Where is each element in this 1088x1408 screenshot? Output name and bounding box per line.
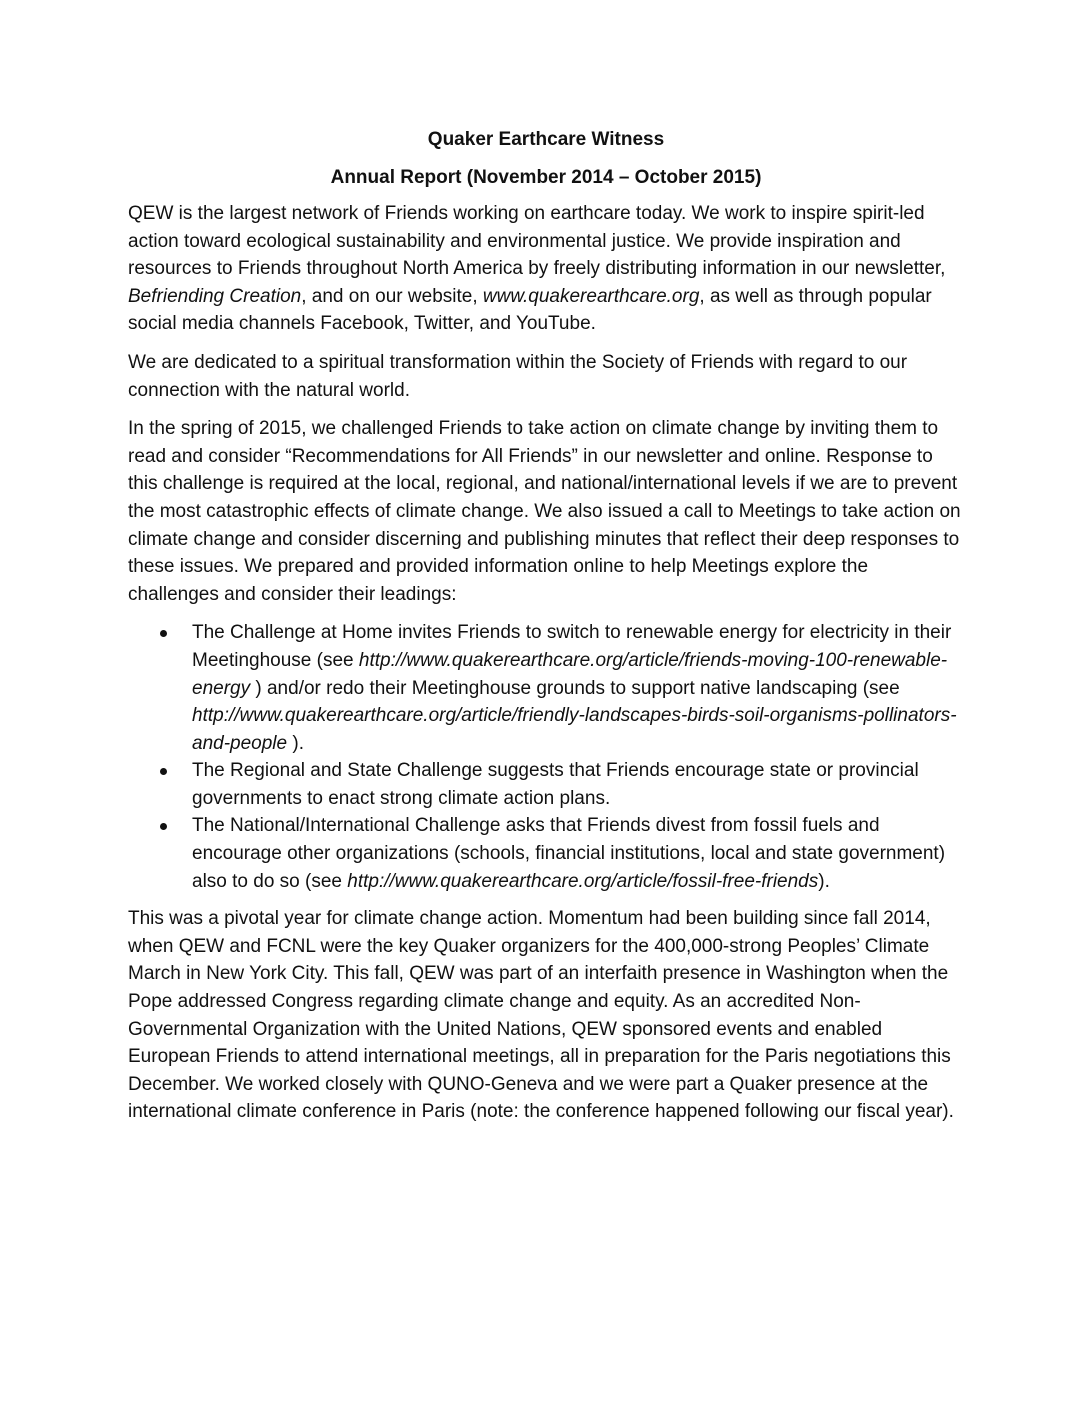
list-item-national-challenge	[128, 812, 964, 895]
document-page	[128, 126, 964, 1137]
fossil-free-link: http://www.quakerearthcare.org/article/fossil-free-friends	[347, 870, 819, 892]
home-challenge-text-a: The Challenge at Home invites Friends to switch to renewable energy for electricity in their Meetinghouse (see	[192, 622, 952, 671]
challenge-list	[128, 619, 964, 895]
list-item-regional-challenge	[128, 757, 964, 812]
list-item-home-challenge	[128, 619, 964, 757]
intro-text-c: , as well as through popular social media channels Facebook, Twitter, and YouTube.	[128, 285, 932, 335]
website-url: www.quakerearthcare.org	[482, 285, 700, 307]
home-challenge-text-c: ).	[287, 732, 304, 754]
newsletter-name: Befriending Creation	[128, 285, 302, 307]
document-subtitle: Annual Report (November 2014 – October 2015)	[330, 167, 762, 188]
bullet-icon	[160, 768, 167, 775]
intro-text-a: QEW is the largest network of Friends working on earthcare today. We work to inspire spirit-led action toward ecological sustainability and environmental justice. We provide inspiration and resources to Friends throughout North America by freely distributing information in our newsletter,	[128, 203, 946, 280]
intro-paragraph	[128, 200, 964, 338]
document-title: Quaker Earthcare Witness	[427, 129, 665, 150]
challenge-paragraph: In the spring of 2015, we challenged Friends to take action on climate change by inviting them to read and consider “Recommendations for All Friends” in our newsletter and online. Response to this challenge is required at the local, regional, and national/international levels if we are to prevent the most catastrophic effects of climate change. We also issued a call to Meetings to take action on climate change and consider discerning and publishing minutes that reflect their deep responses to these issues. We prepared and provided information online to help Meetings explore the challenges and consider their leadings:	[128, 418, 961, 605]
renewable-energy-link: http://www.quakerearthcare.org/article/friends-moving-100-renewable-energy	[192, 649, 948, 699]
national-challenge-text-a: The National/International Challenge asks that Friends divest from fossil fuels and encourage other organizations (schools, financial institutions, local and state government) also to do so (see	[192, 815, 946, 892]
national-challenge-text-b: ).	[818, 870, 830, 892]
pivotal-year-paragraph: This was a pivotal year for climate change action. Momentum had been building since fall 2014, when QEW and FCNL were the key Quaker organizers for the 400,000-strong Peoples’ Climate March in New York City. This fall, QEW was part of an interfaith presence in Washington when the Pope addressed Congress regarding climate change and equity. As an accredited Non-Governmental Organization with the United Nations, QEW sponsored events and enabled European Friends to attend international meetings, all in preparation for the Paris negotiations this December. We worked closely with QUNO-Geneva and we were part a Quaker presence at the international climate conference in Paris (note: the conference happened following our fiscal year).	[128, 908, 954, 1123]
dedication-paragraph: We are dedicated to a spiritual transformation within the Society of Friends with regard to our connection with the natural world.	[128, 351, 908, 401]
landscapes-link: http://www.quakerearthcare.org/article/friendly-landscapes-birds-soil-organisms-pollinators-and-people	[192, 705, 957, 754]
regional-challenge-text: The Regional and State Challenge suggests that Friends encourage state or provincial governments to enact strong climate action plans.	[192, 760, 919, 809]
bullet-icon	[160, 630, 167, 637]
bullet-icon	[160, 823, 167, 830]
intro-text-b: , and on our website,	[301, 285, 483, 307]
home-challenge-text-b: ) and/or redo their Meetinghouse grounds to support native landscaping (see	[250, 677, 900, 699]
